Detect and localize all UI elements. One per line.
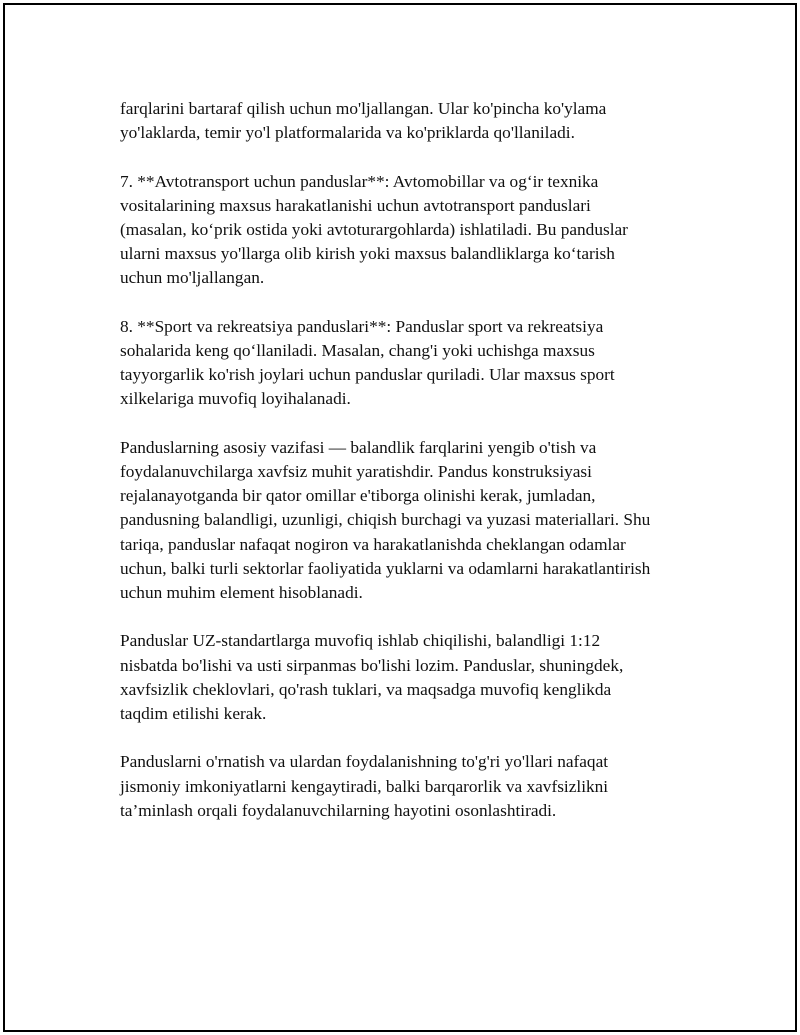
text-line: rejalanayotganda bir qator omillar e'tiborga olinishi kerak, jumladan,	[120, 486, 596, 506]
text-line: farqlarini bartaraf qilish uchun mo'ljallangan. Ular ko'pincha ko'ylama	[120, 99, 607, 118]
text-line: Panduslarni o'rnatish va ulardan foydalanishning to'g'ri yo'llari nafaqat	[120, 752, 609, 772]
text-line: jismoniy imkoniyatlarni kengaytiradi, balki barqarorlik va xavfsizlikni	[120, 776, 609, 796]
text-line: nisbatda bo'lishi va usti sirpanmas bo'lishi lozim. Panduslar, shuningdek,	[120, 655, 624, 675]
text-line: taqdim etilishi kerak.	[120, 704, 267, 724]
text-line: uchun muhim element hisoblanadi.	[120, 583, 363, 603]
paragraph-continuation	[120, 97, 700, 145]
text-line: yo'laklarda, temir yo'l platformalarida va ko'priklarda qo'llaniladi.	[120, 123, 575, 143]
text-line: tayyorgarlik ko'rish joylari uchun panduslar quriladi. Ular maxsus sport	[120, 365, 615, 385]
text-line: Panduslar UZ-standartlarga muvofiq ishlab chiqilishi, balandligi 1:12	[120, 631, 601, 651]
text-line: vositalarining maxsus harakatlanishi uchun avtotransport panduslari	[120, 195, 591, 215]
text-line: xavfsizlik cheklovlari, qo'rash tuklari, va maqsadga muvofiq kenglikda	[120, 679, 612, 699]
document-body	[120, 97, 700, 847]
text-line: uchun, balki turli sektorlar faoliyatida yuklarni va odamlarni harakatlantirish	[120, 558, 651, 578]
paragraph-conclusion	[120, 750, 700, 823]
text-line: foydalanuvchilarga xavfsiz muhit yaratishdir. Pandus konstruksiyasi	[120, 462, 592, 481]
text-line: pandusning balandligi, uzunligi, chiqish burchagi va yuzasi materiallari. Shu	[120, 510, 651, 530]
paragraph-sport-ramps	[120, 315, 700, 412]
paragraph-standards	[120, 629, 700, 726]
text-line: tariqa, panduslar nafaqat nogiron va harakatlanishda cheklangan odamlar	[120, 534, 626, 554]
text-line: 8. **Sport va rekreatsiya panduslari**: Panduslar sport va rekreatsiya	[120, 316, 604, 336]
text-line: (masalan, ko‘prik ostida yoki avtoturargohlarda) ishlatiladi. Bu panduslar	[120, 220, 628, 239]
text-line: 7. **Avtotransport uchun panduslar**: Avtomobillar va og‘ir texnika	[120, 171, 599, 191]
text-line: Panduslarning asosiy vazifasi — balandlik farqlarini yengib o'tish va	[120, 437, 597, 457]
text-line: ularni maxsus yo'llarga olib kirish yoki maxsus balandliklarga ko‘tarish	[120, 244, 615, 264]
text-line: xilkelariga muvofiq loyihalanadi.	[120, 389, 351, 409]
text-line: uchun mo'ljallangan.	[120, 268, 265, 288]
paragraph-main-function	[120, 436, 700, 605]
paragraph-vehicle-ramps	[120, 170, 700, 291]
document-page	[3, 3, 797, 1032]
text-line: sohalarida keng qo‘llaniladi. Masalan, chang'i yoki uchishga maxsus	[120, 341, 595, 360]
text-line: ta’minlash orqali foydalanuvchilarning hayotini osonlashtiradi.	[120, 800, 557, 820]
